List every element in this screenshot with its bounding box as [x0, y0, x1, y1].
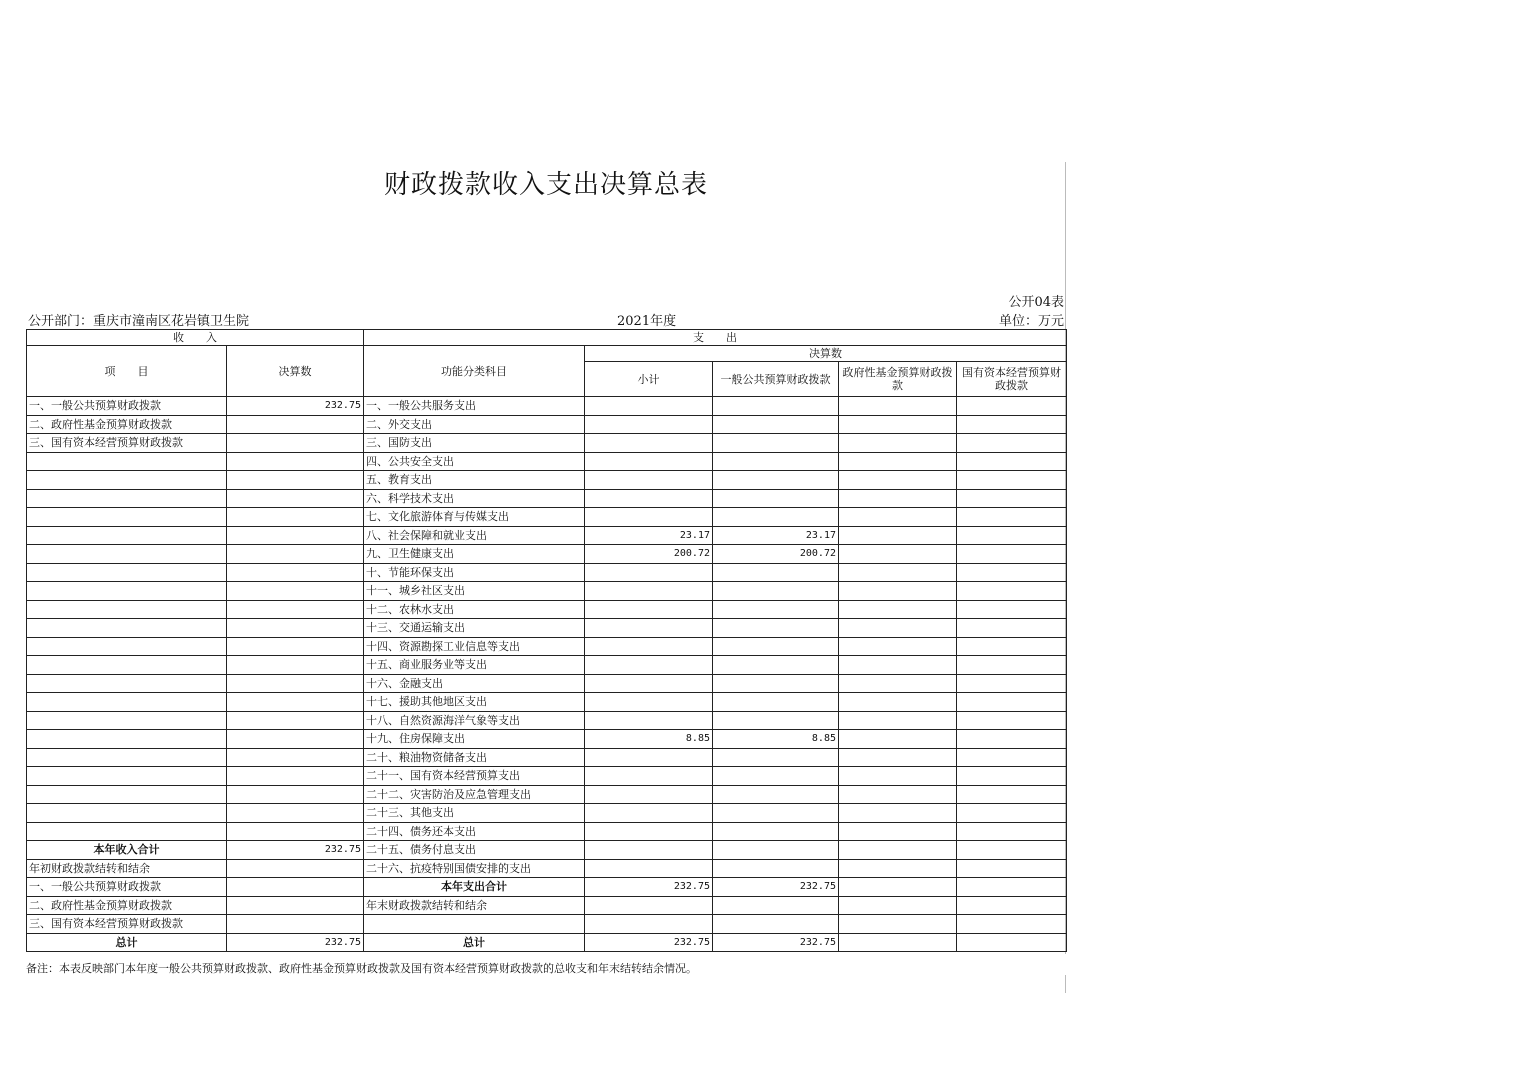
expense-item-cell: 六、科学技术支出	[364, 489, 585, 508]
func-category-header: 功能分类科目	[364, 346, 585, 397]
subtotal-cell	[585, 489, 713, 508]
income-amount-cell	[227, 915, 364, 934]
income-item-cell	[27, 452, 227, 471]
general-budget-cell	[713, 397, 839, 416]
general-budget-cell: 8.85	[713, 730, 839, 749]
state-capital-cell	[957, 397, 1067, 416]
subtotal-cell	[585, 915, 713, 934]
subtotal-cell	[585, 656, 713, 675]
income-item-cell	[27, 693, 227, 712]
expense-item-cell: 二十三、其他支出	[364, 804, 585, 823]
table-row	[27, 711, 1067, 730]
general-budget-cell	[713, 748, 839, 767]
state-capital-cell	[957, 841, 1067, 860]
table-row	[27, 545, 1067, 564]
state-capital-cell	[957, 489, 1067, 508]
gov-fund-cell	[839, 748, 957, 767]
state-capital-cell	[957, 693, 1067, 712]
income-amount-cell	[227, 730, 364, 749]
gov-fund-cell	[839, 489, 957, 508]
income-item-cell	[27, 674, 227, 693]
income-amount-cell	[227, 637, 364, 656]
income-item-cell	[27, 563, 227, 582]
table-row	[27, 859, 1067, 878]
general-budget-cell: 232.75	[713, 933, 839, 952]
state-capital-cell	[957, 471, 1067, 490]
state-capital-cell	[957, 600, 1067, 619]
expense-item-cell: 四、公共安全支出	[364, 452, 585, 471]
general-budget-cell: 200.72	[713, 545, 839, 564]
table-row	[27, 896, 1067, 915]
income-amount-cell	[227, 859, 364, 878]
general-budget-cell: 232.75	[713, 878, 839, 897]
table-row	[27, 415, 1067, 434]
income-amount-cell	[227, 785, 364, 804]
state-capital-cell	[957, 674, 1067, 693]
income-amount-cell	[227, 563, 364, 582]
final-amount-header: 决算数	[227, 346, 364, 397]
form-number: 公开04表	[1008, 295, 1064, 310]
income-amount-cell	[227, 748, 364, 767]
table-row	[27, 434, 1067, 453]
income-item-cell: 一、一般公共预算财政拨款	[27, 878, 227, 897]
gov-fund-cell	[839, 508, 957, 527]
general-budget-cell	[713, 693, 839, 712]
expense-item-cell	[364, 915, 585, 934]
state-capital-cell	[957, 563, 1067, 582]
state-capital-cell	[957, 526, 1067, 545]
income-item-cell	[27, 619, 227, 638]
general-budget-cell	[713, 415, 839, 434]
subtotal-cell: 232.75	[585, 878, 713, 897]
gov-fund-cell	[839, 397, 957, 416]
income-item-cell	[27, 822, 227, 841]
income-item-cell	[27, 656, 227, 675]
table-row	[27, 730, 1067, 749]
state-capital-cell	[957, 785, 1067, 804]
subtotal-cell	[585, 452, 713, 471]
general-budget-cell	[713, 563, 839, 582]
expense-item-cell: 一、一般公共服务支出	[364, 397, 585, 416]
table-row	[27, 656, 1067, 675]
state-capital-cell	[957, 434, 1067, 453]
general-budget-cell	[713, 434, 839, 453]
income-amount-cell	[227, 582, 364, 601]
income-item-cell	[27, 545, 227, 564]
general-budget-cell	[713, 896, 839, 915]
expense-item-cell: 十二、农林水支出	[364, 600, 585, 619]
expense-item-cell: 十一、城乡社区支出	[364, 582, 585, 601]
subtotal-cell	[585, 822, 713, 841]
income-item-cell	[27, 526, 227, 545]
income-amount-cell	[227, 545, 364, 564]
gov-fund-cell	[839, 804, 957, 823]
income-item-cell: 总计	[27, 933, 227, 952]
expense-item-cell: 十三、交通运输支出	[364, 619, 585, 638]
income-item-cell	[27, 637, 227, 656]
income-item-cell: 二、政府性基金预算财政拨款	[27, 415, 227, 434]
income-item-cell	[27, 600, 227, 619]
item-header: 项 目	[27, 346, 227, 397]
table-row	[27, 933, 1067, 952]
state-capital-cell	[957, 415, 1067, 434]
state-capital-header: 国有资本经营预算财政拨款	[957, 362, 1067, 397]
subtotal-cell	[585, 748, 713, 767]
gov-fund-cell	[839, 915, 957, 934]
general-budget-cell	[713, 915, 839, 934]
subtotal-cell	[585, 508, 713, 527]
income-amount-cell: 232.75	[227, 841, 364, 860]
expense-item-cell: 十七、援助其他地区支出	[364, 693, 585, 712]
subtotal-cell	[585, 785, 713, 804]
income-item-cell: 三、国有资本经营预算财政拨款	[27, 434, 227, 453]
general-budget-cell	[713, 804, 839, 823]
expense-header: 支 出	[364, 330, 1067, 346]
gov-fund-cell	[839, 711, 957, 730]
table-row	[27, 841, 1067, 860]
income-amount-cell	[227, 656, 364, 675]
income-amount-cell	[227, 619, 364, 638]
income-item-cell	[27, 489, 227, 508]
table-row	[27, 785, 1067, 804]
subtotal-cell: 232.75	[585, 933, 713, 952]
page-title: 财政拨款收入支出决算总表	[383, 170, 708, 200]
subtotal-cell: 200.72	[585, 545, 713, 564]
income-item-cell	[27, 508, 227, 527]
table-row	[27, 767, 1067, 786]
gov-fund-cell	[839, 637, 957, 656]
income-amount-cell	[227, 489, 364, 508]
subtotal-cell	[585, 563, 713, 582]
gov-fund-cell	[839, 656, 957, 675]
general-budget-cell	[713, 637, 839, 656]
table-row	[27, 619, 1067, 638]
state-capital-cell	[957, 767, 1067, 786]
general-budget-cell	[713, 471, 839, 490]
state-capital-cell	[957, 545, 1067, 564]
gov-fund-cell	[839, 693, 957, 712]
subtotal-cell	[585, 896, 713, 915]
general-budget-cell	[713, 452, 839, 471]
expense-item-cell: 八、社会保障和就业支出	[364, 526, 585, 545]
table-row	[27, 822, 1067, 841]
income-item-cell	[27, 711, 227, 730]
state-capital-cell	[957, 637, 1067, 656]
state-capital-cell	[957, 822, 1067, 841]
gov-fund-cell	[839, 674, 957, 693]
table-row	[27, 452, 1067, 471]
expense-item-cell: 二十、粮油物资储备支出	[364, 748, 585, 767]
table-row	[27, 563, 1067, 582]
general-budget-cell	[713, 508, 839, 527]
gov-fund-header: 政府性基金预算财政拨款	[839, 362, 957, 397]
fiscal-year: 2021年度	[617, 314, 677, 329]
income-amount-cell	[227, 822, 364, 841]
expense-item-cell: 十六、金融支出	[364, 674, 585, 693]
income-amount-cell	[227, 878, 364, 897]
state-capital-cell	[957, 730, 1067, 749]
income-item-cell: 一、一般公共预算财政拨款	[27, 397, 227, 416]
general-budget-cell	[713, 600, 839, 619]
gov-fund-cell	[839, 859, 957, 878]
gov-fund-cell	[839, 822, 957, 841]
subtotal-cell	[585, 841, 713, 860]
expense-item-cell: 二十四、债务还本支出	[364, 822, 585, 841]
income-item-cell	[27, 730, 227, 749]
subtotal-cell	[585, 711, 713, 730]
table-row	[27, 471, 1067, 490]
expense-item-cell: 二十六、抗疫特别国债安排的支出	[364, 859, 585, 878]
income-item-cell: 本年收入合计	[27, 841, 227, 860]
subtotal-cell	[585, 600, 713, 619]
income-amount-cell	[227, 526, 364, 545]
subtotal-cell	[585, 471, 713, 490]
general-budget-cell	[713, 841, 839, 860]
income-item-cell	[27, 471, 227, 490]
general-budget-cell: 23.17	[713, 526, 839, 545]
income-amount-cell: 232.75	[227, 397, 364, 416]
income-amount-cell	[227, 767, 364, 786]
gov-fund-cell	[839, 452, 957, 471]
subtotal-cell	[585, 397, 713, 416]
income-amount-cell	[227, 452, 364, 471]
expense-item-cell: 十四、资源勘探工业信息等支出	[364, 637, 585, 656]
gov-fund-cell	[839, 878, 957, 897]
table-row	[27, 878, 1067, 897]
income-amount-cell	[227, 415, 364, 434]
expense-item-cell: 三、国防支出	[364, 434, 585, 453]
income-amount-cell	[227, 508, 364, 527]
subtotal-header: 小计	[585, 362, 713, 397]
general-budget-cell	[713, 674, 839, 693]
state-capital-cell	[957, 915, 1067, 934]
expense-item-cell: 本年支出合计	[364, 878, 585, 897]
expense-item-cell: 十九、住房保障支出	[364, 730, 585, 749]
subtotal-cell: 23.17	[585, 526, 713, 545]
income-header: 收 入	[27, 330, 364, 346]
subtotal-cell	[585, 767, 713, 786]
expense-item-cell: 年末财政拨款结转和结余	[364, 896, 585, 915]
subtotal-cell	[585, 859, 713, 878]
gov-fund-cell	[839, 434, 957, 453]
table-row	[27, 489, 1067, 508]
header-row-2	[27, 346, 1067, 362]
expense-item-cell: 九、卫生健康支出	[364, 545, 585, 564]
table-row	[27, 674, 1067, 693]
income-amount-cell	[227, 896, 364, 915]
general-budget-cell	[713, 822, 839, 841]
gov-fund-cell	[839, 471, 957, 490]
gov-fund-cell	[839, 526, 957, 545]
table-row	[27, 600, 1067, 619]
gov-fund-cell	[839, 563, 957, 582]
income-item-cell	[27, 804, 227, 823]
subtotal-cell: 8.85	[585, 730, 713, 749]
table-row	[27, 915, 1067, 934]
income-amount-cell	[227, 471, 364, 490]
income-amount-cell	[227, 711, 364, 730]
income-amount-cell	[227, 804, 364, 823]
subtotal-cell	[585, 674, 713, 693]
state-capital-cell	[957, 896, 1067, 915]
expense-item-cell: 十八、自然资源海洋气象等支出	[364, 711, 585, 730]
income-amount-cell: 232.75	[227, 933, 364, 952]
gov-fund-cell	[839, 600, 957, 619]
income-item-cell	[27, 785, 227, 804]
state-capital-cell	[957, 878, 1067, 897]
income-item-cell	[27, 767, 227, 786]
subtotal-cell	[585, 434, 713, 453]
expense-item-cell: 二十五、债务付息支出	[364, 841, 585, 860]
state-capital-cell	[957, 619, 1067, 638]
gov-fund-cell	[839, 545, 957, 564]
expense-item-cell: 总计	[364, 933, 585, 952]
expense-item-cell: 二十一、国有资本经营预算支出	[364, 767, 585, 786]
table-row	[27, 582, 1067, 601]
final-group-header: 决算数	[585, 346, 1067, 362]
gov-fund-cell	[839, 619, 957, 638]
subtotal-cell	[585, 693, 713, 712]
general-budget-cell	[713, 859, 839, 878]
gov-fund-cell	[839, 896, 957, 915]
table-row	[27, 526, 1067, 545]
subtotal-cell	[585, 637, 713, 656]
subtotal-cell	[585, 804, 713, 823]
income-item-cell	[27, 582, 227, 601]
general-budget-cell	[713, 767, 839, 786]
expense-item-cell: 十五、商业服务业等支出	[364, 656, 585, 675]
unit-label: 单位：万元	[998, 314, 1064, 329]
income-item-cell	[27, 748, 227, 767]
state-capital-cell	[957, 656, 1067, 675]
general-budget-cell	[713, 582, 839, 601]
gov-fund-cell	[839, 582, 957, 601]
gov-fund-cell	[839, 730, 957, 749]
gov-fund-cell	[839, 415, 957, 434]
page-edge-tick	[1065, 975, 1066, 993]
table-row	[27, 508, 1067, 527]
expense-item-cell: 七、文化旅游体育与传媒支出	[364, 508, 585, 527]
gov-fund-cell	[839, 785, 957, 804]
header-row-1	[27, 330, 1067, 346]
table-row	[27, 748, 1067, 767]
gov-fund-cell	[839, 841, 957, 860]
state-capital-cell	[957, 582, 1067, 601]
general-budget-cell	[713, 785, 839, 804]
income-amount-cell	[227, 674, 364, 693]
expense-item-cell: 十、节能环保支出	[364, 563, 585, 582]
department-label: 公开部门：重庆市潼南区花岩镇卫生院	[28, 314, 250, 329]
state-capital-cell	[957, 711, 1067, 730]
state-capital-cell	[957, 933, 1067, 952]
subtotal-cell	[585, 415, 713, 434]
state-capital-cell	[957, 804, 1067, 823]
state-capital-cell	[957, 508, 1067, 527]
income-item-cell: 二、政府性基金预算财政拨款	[27, 896, 227, 915]
income-amount-cell	[227, 693, 364, 712]
income-item-cell: 三、国有资本经营预算财政拨款	[27, 915, 227, 934]
subtotal-cell	[585, 582, 713, 601]
income-amount-cell	[227, 600, 364, 619]
general-budget-header: 一般公共预算财政拨款	[713, 362, 839, 397]
subtotal-cell	[585, 619, 713, 638]
general-budget-cell	[713, 489, 839, 508]
footnote: 备注：本表反映部门本年度一般公共预算财政拨款、政府性基金预算财政拨款及国有资本经营预算财政拨款的总收支和年末结转结余情况。	[26, 962, 697, 975]
gov-fund-cell	[839, 767, 957, 786]
state-capital-cell	[957, 748, 1067, 767]
table-row	[27, 397, 1067, 416]
table-row	[27, 693, 1067, 712]
table-row	[27, 637, 1067, 656]
general-budget-cell	[713, 619, 839, 638]
income-amount-cell	[227, 434, 364, 453]
general-budget-cell	[713, 656, 839, 675]
state-capital-cell	[957, 859, 1067, 878]
budget-table	[26, 329, 1067, 952]
expense-item-cell: 五、教育支出	[364, 471, 585, 490]
state-capital-cell	[957, 452, 1067, 471]
general-budget-cell	[713, 711, 839, 730]
expense-item-cell: 二、外交支出	[364, 415, 585, 434]
income-item-cell: 年初财政拨款结转和结余	[27, 859, 227, 878]
expense-item-cell: 二十二、灾害防治及应急管理支出	[364, 785, 585, 804]
gov-fund-cell	[839, 933, 957, 952]
table-row	[27, 804, 1067, 823]
